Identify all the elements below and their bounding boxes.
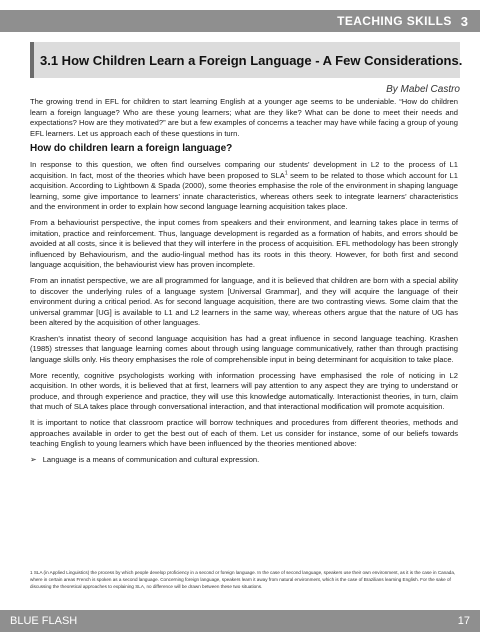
intro-paragraph: The growing trend in EFL for children to start learning English at a younger age seems to be undeniable. “How do children learn a foreign language? Who are these young learners; what are they like? What can be done to meet their needs and expectations? How are they motivated?” are but a few examples of concerns a teacher may have while facing a group of young EFL learners. Let us approach each of these questions in turn.	[30, 97, 458, 138]
article-author: By Mabel Castro	[386, 84, 460, 95]
bullet-text: Language is a means of communication and cultural expression.	[42, 454, 260, 464]
bullet-item	[30, 455, 458, 466]
paragraph-1-text-a: In response to this question, we often find ourselves comparing our students’ development in L2 to the process of L1 acquisition. In fact, most of the theories which have been proposed to SLA	[30, 159, 458, 180]
arrow-bullet-icon: ➢	[30, 454, 37, 464]
section-number: 3	[460, 13, 468, 29]
section-label: TEACHING SKILLS	[337, 14, 452, 28]
magazine-brand: BLUE FLASH	[10, 615, 78, 627]
paragraph-2: From a behaviourist perspective, the input comes from speakers and their environment, and learning takes place in terms of imitation, practice and reinforcement. Thus, language development is regarded as a formation of habits, and errors should be avoided at all costs, since it is believed that they will interfere in the process of acquisition. EFL methodology has been strongly influenced by Behaviourism, and the audio-lingual method has its roots in this theory. However, for both first and second language acquisition, the behaviourist view has proven incomplete.	[30, 217, 458, 270]
article-body	[30, 97, 458, 465]
article-title: 3.1 How Children Learn a Foreign Language - A Few Considerations.	[40, 52, 463, 68]
paragraph-1	[30, 160, 458, 213]
paragraph-3: From an innatist perspective, we are all programmed for language, and it is believed that children are born with a special ability to discover the underlying rules of a language system [Universal Grammar], and they will acquire the language of their environment during a critical period. As for second language acquisition, there are two contrasting views. Some claim that the universal grammar [UG] is available to L1 and L2 learners in the same way, whereas others argue that the nature of UG has been altered by the acquisition of other languages.	[30, 275, 458, 328]
paragraph-1-text-b: seem to be related to those which account for L1 acquisition. According to Lightbown & Spada (2000), some theories emphasise the role of the environment in shaping language learning, some give importance to learners’ innate characteristics, whereas others seek to integrate learners’ characteristics and the environment in order to explain how second language learning acquisition takes place.	[30, 170, 458, 212]
page-number: 17	[457, 615, 470, 627]
footnote-marker: 1	[284, 170, 288, 177]
paragraph-5: More recently, cognitive psychologists working with information processing have emphasised the role of noticing in L2 acquisition. In other words, it is believed that at first, learners will pay attention to any aspect they are trying to understand or produce, and through experience and practice, they will use this knowledge automatically. Interactionist theories, in turn, claim that much of SLA takes place through conversational interaction, and that interactional modification will promote acquisition.	[30, 370, 458, 412]
paragraph-4: Krashen’s innatist theory of second language acquisition has had a great influence in second language teaching. Krashen (1985) stresses that language learning comes about through using language communicatively, rather than through practising language skills only. His theory emphasises the role of comprehensible input in being determinant for acquisition to take place.	[30, 333, 458, 365]
footnote: 1 SLA (in Applied Linguistics) the process by which people develop proficiency in a second or foreign language. In the case of second language, speakers use their own environment, as it is the case in Canada, where in certain areas French is spoken as a second language. Concerning foreign language, speakers learn it away from natural environment, which is the case of Brazilians learning English. For the sake of discussing the theoretical approaches to explaining SLA, no difference will be drawn between these two situations.	[30, 570, 456, 589]
article-title-box	[30, 42, 463, 78]
subheading: How do children learn a foreign language?	[30, 143, 233, 155]
footer-band	[0, 610, 480, 632]
paragraph-6: It is important to notice that classroom practice will borrow techniques and procedures from different theories, methods and approaches available in order to get the best out of each of them. Let us consider for instance, some of our beliefs towards teaching English to young learners which have been influenced by the theories mentioned above:	[30, 418, 458, 449]
section-header-band	[0, 10, 480, 32]
